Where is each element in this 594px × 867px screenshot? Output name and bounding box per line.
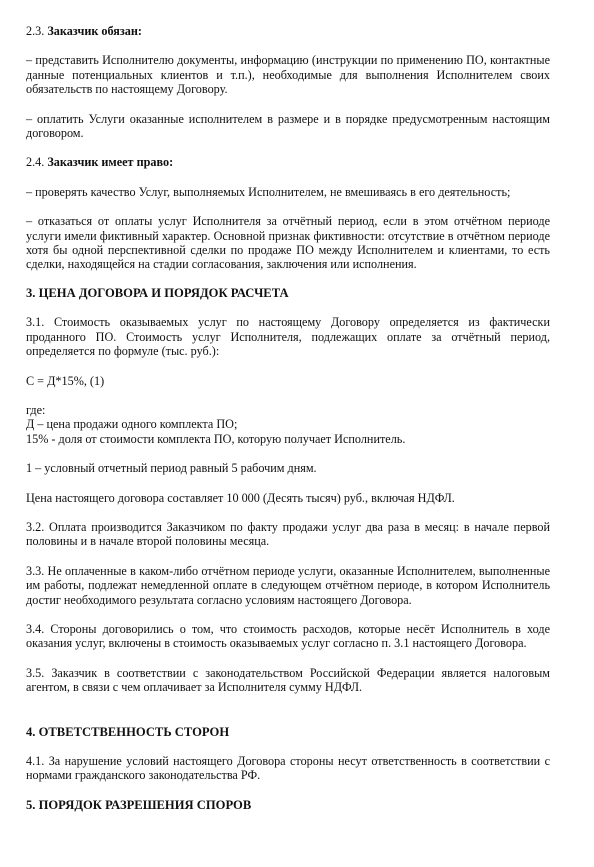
section-2-3-item-1: – представить Исполнителю документы, информацию (инструкции по применению ПО, контактные данные потенциальных клиентов и т.п.), необходимые для выполнения Исполнителем своих обязательств по настоящему Договору.	[26, 53, 550, 97]
document-page	[26, 14, 550, 812]
section-2-4-title	[26, 155, 550, 169]
section-number: 2.4.	[26, 155, 48, 170]
section-2-4-item-1: – проверять качество Услуг, выполняемых Исполнителем, не вмешиваясь в его деятельность;	[26, 184, 511, 199]
clause-3-4: 3.4. Стороны договорились о том, что стоимость расходов, которые несёт Исполнитель в ходе оказания услуг, включены в стоимость оказываемых услуг согласно п. 3.1 настоящего Договора.	[26, 621, 550, 651]
clause-3-2: 3.2. Оплата производится Заказчиком по факту продажи услуг два раза в месяц: в начале первой половины и в начале второй половины месяца.	[26, 519, 550, 549]
section-3-heading: 3. ЦЕНА ДОГОВОРА И ПОРЯДОК РАСЧЕТА	[26, 285, 289, 300]
clause-3-5: 3.5. Заказчик в соответствии с законодательством Российской Федерации является налоговым агентом, в связи с чем оплачивает за Исполнителя сумму НДФЛ.	[26, 665, 550, 695]
formula-definition-percent: 15% - доля от стоимости комплекта ПО, которую получает Исполнитель.	[26, 431, 406, 446]
section-4-heading: 4. ОТВЕТСТВЕННОСТЬ СТОРОН	[26, 724, 230, 739]
clause-4-1: 4.1. За нарушение условий настоящего Договора стороны несут ответственность в соответствии с нормами гражданского законодательства РФ.	[26, 754, 550, 783]
formula-definition-d: Д – цена продажи одного комплекта ПО;	[26, 417, 238, 432]
formula-where: где:	[26, 402, 46, 417]
price-formula: С = Д*15%, (1)	[26, 373, 105, 388]
contract-price: Цена настоящего договора составляет 10 000 (Десять тысяч) руб., включая НДФЛ.	[26, 490, 455, 505]
reporting-period-note: 1 – условный отчетный период равный 5 рабочим дням.	[26, 461, 317, 476]
section-2-3-title	[26, 24, 550, 38]
section-title: Заказчик обязан:	[47, 24, 142, 38]
section-title: Заказчик имеет право:	[47, 155, 174, 170]
section-2-4-item-2: – отказаться от оплаты услуг Исполнителя за отчётный период, если в этом отчётном периоде услуги имели фиктивный характер. Основной признак фиктивности: отсутствие в отчётном периоде хотя бы одной перспективной сделки по продаже ПО между Исполнителем и клиентами, то есть сделки, находящейся на стадии согласования, заключения или исполнения.	[26, 214, 550, 272]
clause-3-1: 3.1. Стоимость оказываемых услуг по настоящему Договору определяется из фактически проданного ПО. Стоимость услуг Исполнителя, подлежащих оплате за отчётный период, определяется по формуле (тыс. руб.):	[26, 315, 550, 359]
section-number: 2.3.	[26, 24, 48, 38]
section-2-3-item-2: – оплатить Услуги оказанные исполнителем в размере и в порядке предусмотренным настоящим договором.	[26, 111, 550, 141]
section-5-heading: 5. ПОРЯДОК РАЗРЕШЕНИЯ СПОРОВ	[26, 797, 252, 812]
clause-3-3: 3.3. Не оплаченные в каком-либо отчётном периоде услуги, оказанные Исполнителем, выполненные им работы, подлежат немедленной оплате в следующем отчётном периоде, в котором Исполнитель достиг необходимого результата согласно условиям настоящего Договора.	[26, 563, 550, 607]
